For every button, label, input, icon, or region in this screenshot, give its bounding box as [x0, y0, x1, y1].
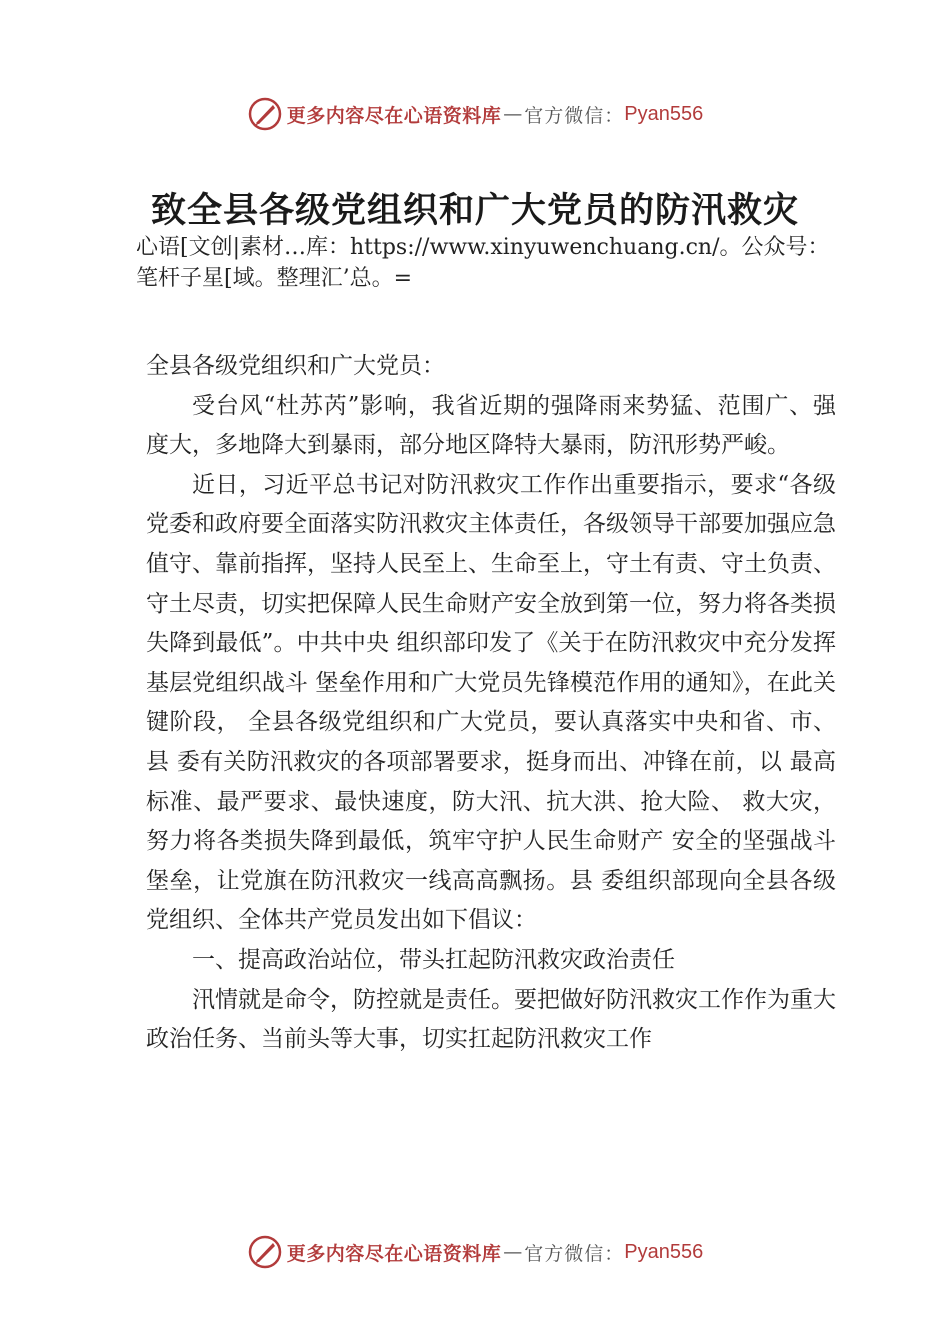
banner-wechat-label: 官方微信： [524, 1242, 625, 1265]
banner-text: 更多内容尽在心语资料库 [286, 104, 502, 127]
salutation: 全县各级党组织和广大党员： [146, 353, 445, 379]
banner-text: 更多内容尽在心语资料库 [286, 1242, 502, 1265]
quill-logo-icon [247, 96, 283, 132]
header-banner [0, 92, 950, 136]
banner-wechat-id: Pyan556 [624, 102, 704, 125]
paragraph-3: 汛情就是命令，防控就是责任。要把做好防汛救灾工作作为重大政治任务、当前头等大事，切实扛起防汛救灾工作 [146, 986, 836, 1053]
paragraph-1: 受台风“杜苏芮”影响，我省近期的强降雨来势猛、范围广、强度大，多地降大到暴雨，部分地区降特大暴雨，防汛形势严峻。 [146, 392, 836, 459]
banner-wechat-id: Pyan556 [624, 1240, 704, 1263]
source-note: 心语[文创|素材…库：https://www.xinyuwenchuang.cn/。公众号：笔杆子星[域。整理汇’总。= [136, 235, 830, 291]
section-heading-1: 一、提高政治站位，带头扛起防汛救灾政治责任 [192, 946, 675, 973]
quill-logo-icon [247, 1234, 283, 1270]
banner-wechat-label: 官方微信： [524, 104, 625, 127]
paragraph-2: 近日，习近平总书记对防汛救灾工作作出重要指示，要求“各级党委和政府要全面落实防汛救灾主体责任，各级领导干部要加强应急值守、靠前指挥，坚持人民至上、生命至上，守土有责、守土负责、守土尽责，切实把保障人民生命财产安全放到第一位，努力将各类损失降到最低”。中共中央 组织部印发了《关于在防汛救灾中充分发挥基层党组织战斗 堡垒作用和广大党员先锋模范作用的通知》，在此关键阶段， 全县各级党组织和广大党员，要认真落实中央和省、市、县 委有关防汛救灾的各项部署要求，挺身而出、冲锋在前，以 最高标准、最严要求、最快速度，防大汛、抗大洪、抢大险、 救大灾，努力将各类损失降到最低，筑牢守护人民生命财产 安全的坚强战斗堡垒，让党旗在防汛救灾一线高高飘扬。县 委组织部现向全县各级党组织、全体共产党员发出如下倡议： [146, 471, 836, 934]
banner-dash: — [503, 103, 523, 125]
banner-dash: — [503, 1241, 523, 1263]
footer-banner [0, 1230, 950, 1274]
document-body [146, 347, 836, 1060]
document-title: 致全县各级党组织和广大党员的防汛救灾 [150, 190, 799, 231]
